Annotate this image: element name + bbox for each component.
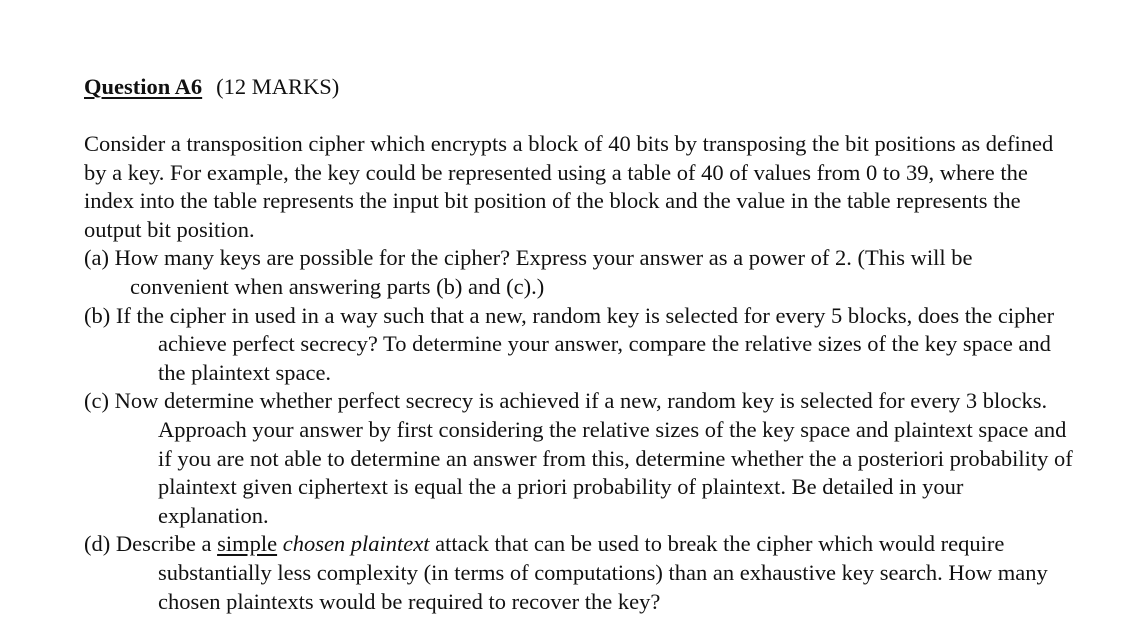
question-parts bbox=[84, 244, 1084, 616]
part-c-label: (c) bbox=[84, 388, 109, 414]
part-a-label: (a) bbox=[84, 245, 109, 271]
part-c bbox=[84, 387, 1074, 530]
part-d bbox=[84, 530, 1074, 616]
question-title: Question A6 bbox=[84, 74, 203, 99]
question-marks: (12 MARKS) bbox=[216, 74, 340, 99]
part-d-label: (d) bbox=[84, 531, 111, 557]
part-d-text-after: attack that can be used to break the cipher which would require substantially less complexity (in terms of computations) than an exhaustive key search. How many chosen plaintexts would be required to recover the key? bbox=[158, 531, 1048, 614]
part-a-text: How many keys are possible for the cipher? Express your answer as a power of 2. (This will be convenient when answering parts (b) and (c).) bbox=[114, 245, 973, 299]
question-intro: Consider a transposition cipher which encrypts a block of 40 bits by transposing the bit positions as defined by a key. For example, the key could be represented using a table of 40 of values from 0 to 39, where the index into the table represents the input bit position of the block and the value in the table represents the output bit position. bbox=[84, 131, 1054, 242]
part-b-text: If the cipher in used in a way such that a new, random key is selected for every 5 blocks, does the cipher achieve perfect secrecy? To determine your answer, compare the relative sizes of the key space and the plaintext space. bbox=[115, 302, 1055, 385]
question-page bbox=[84, 72, 1084, 616]
part-d-underlined-word: simple bbox=[217, 531, 278, 557]
part-c-text: Now determine whether perfect secrecy is achieved if a new, random key is selected for every 3 blocks. Approach your answer by first considering the relative sizes of the key space and plaintext space and if you are not able to determine an answer from this, determine whether the a posteriori probability of plaintext given ciphertext is equal the a priori probability of plaintext. Be detailed in your explanation. bbox=[114, 388, 1073, 528]
part-d-italic-term: chosen plaintext bbox=[282, 531, 430, 557]
part-b bbox=[84, 302, 1074, 388]
part-a bbox=[84, 244, 1074, 301]
question-heading bbox=[84, 72, 1084, 102]
part-b-label: (b) bbox=[84, 302, 111, 328]
part-d-text-before: Describe a bbox=[115, 531, 212, 557]
